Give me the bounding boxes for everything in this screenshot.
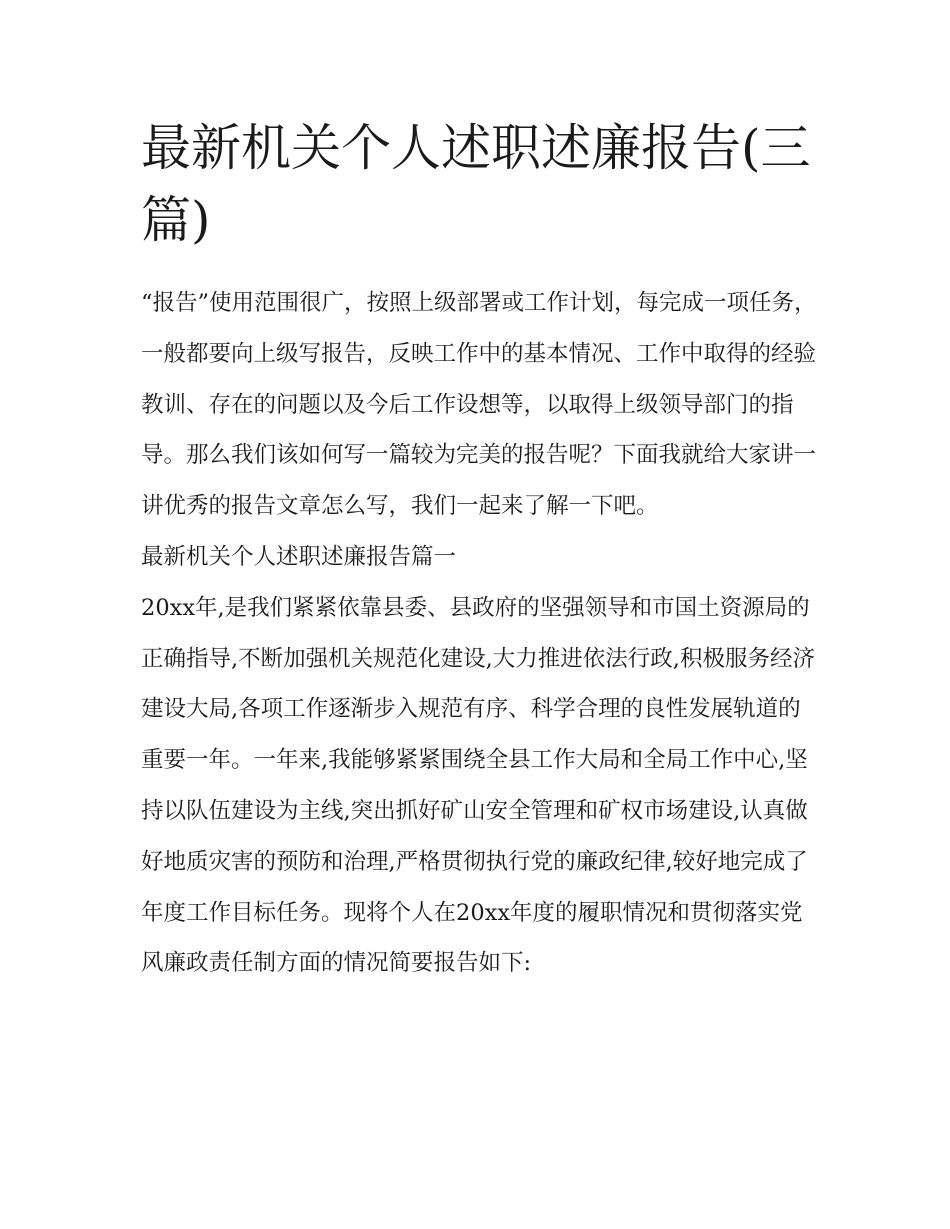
intro-paragraph: “报告”使用范围很广，按照上级部署或工作计划，每完成一项任务，一般都要向上级写报告，反映工作中的基本情况、工作中取得的经验教训、存在的问题以及今后工作设想等，以取得上级领导部门的指导。那么我们该如何写一篇较为完美的报告呢？下面我就给大家讲一讲优秀的报告文章怎么写，我们一起来了解一下吧。 [141,290,817,520]
section-heading: 最新机关个人述职述廉报告篇一 [141,543,457,570]
document-title: 最新机关个人述职述廉报告(三篇) [141,119,811,249]
body-paragraph: 20xx年,是我们紧紧依靠县委、县政府的坚强领导和市国土资源局的正确指导,不断加强机关规范化建设,大力推进依法行政,积极服务经济建设大局,各项工作逐渐步入规范有序、科学合理的良性发展轨道的重要一年。一年来,我能够紧紧围绕全县工作大局和全局工作中心,坚持以队伍建设为主线,突出抓好矿山安全管理和矿权市场建设,认真做好地质灾害的预防和治理,严格贯彻执行党的廉政纪律,较好地完成了年度工作目标任务。现将个人在20xx年度的履职情况和贯彻落实党风廉政责任制方面的情况简要报告如下: [141,594,815,977]
document-body [141,278,821,989]
